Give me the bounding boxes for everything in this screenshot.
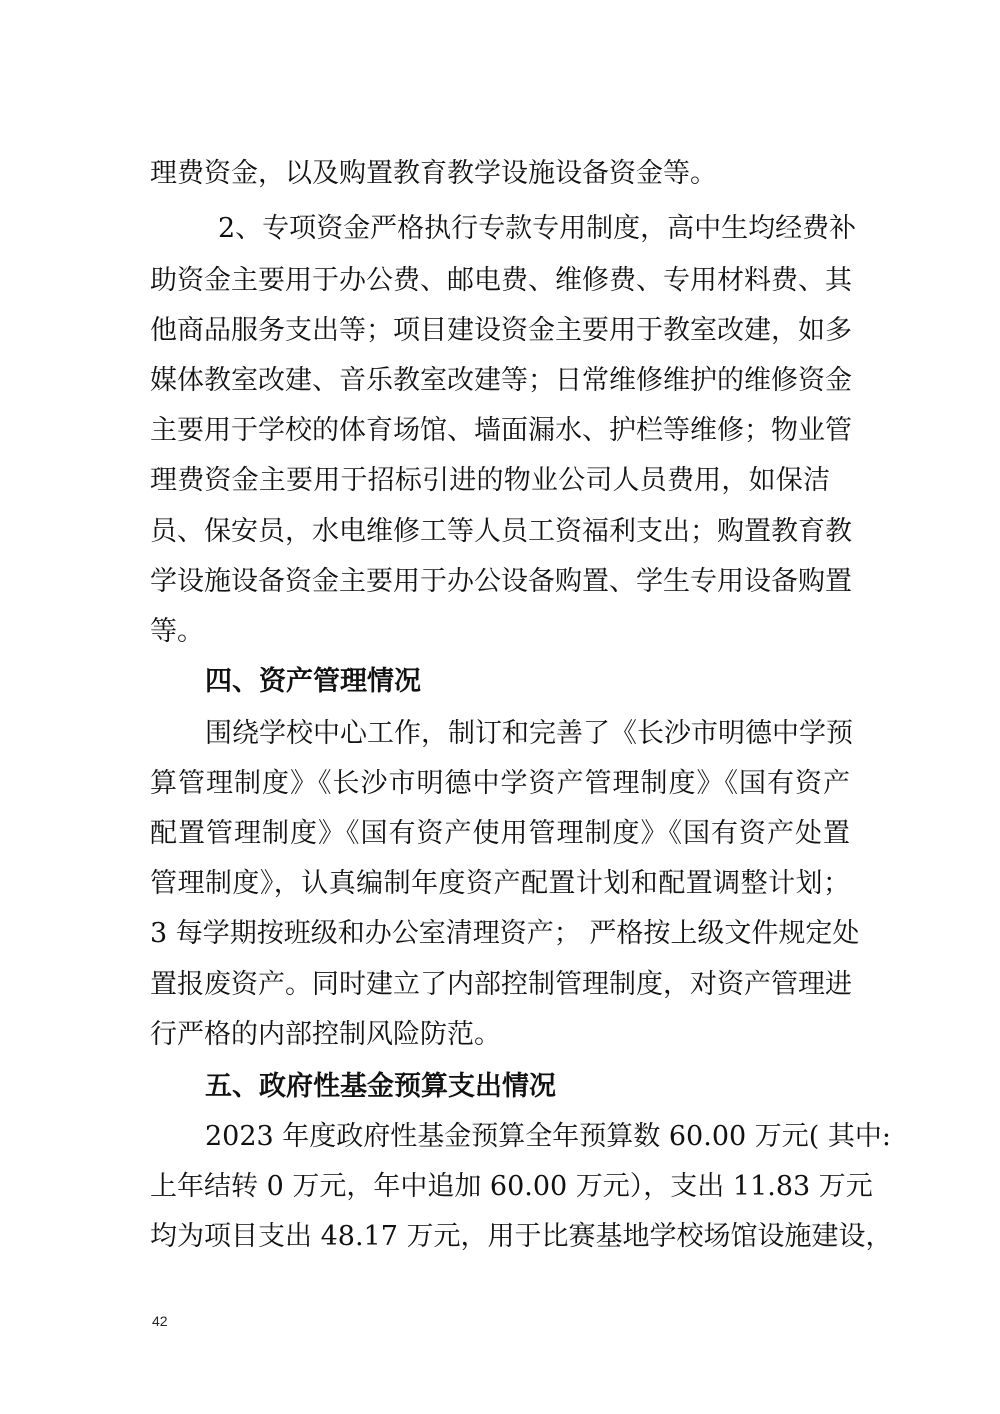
paragraph-line: 置报废资产。同时建立了内部控制管理制度，对资产管理进 [150, 969, 852, 1000]
paragraph-line: 算管理制度》《长沙市明德中学资产管理制度》《国有资产 [150, 768, 850, 799]
paragraph-line: 3 每学期按班级和办公室清理资产； 严格按上级文件规定处 [150, 918, 860, 949]
section-heading: 四、资产管理情况 [205, 666, 421, 697]
paragraph-line: 理费资金，以及购置教育教学设施设备资金等。 [150, 158, 717, 189]
paragraph-line: 配置管理制度》《国有资产使用管理制度》《国有资产处置 [150, 818, 850, 849]
paragraph-line: 上年结转 0 万元，年中追加 60.00 万元），支出 11.83 万元 [150, 1171, 873, 1202]
paragraph-line: 行严格的内部控制风险防范。 [150, 1019, 501, 1050]
paragraph-line: 均为项目支出 48.17 万元，用于比赛基地学校场馆设施建设， [150, 1221, 893, 1252]
paragraph-line: 理费资金主要用于招标引进的物业公司人员费用，如保洁 [150, 465, 830, 496]
paragraph-line: 2023 年度政府性基金预算全年预算数 60.00 万元( 其中: [205, 1121, 891, 1152]
paragraph-line: 2、专项资金严格执行专款专用制度，高中生均经费补 [218, 213, 857, 244]
paragraph-line: 等。 [150, 616, 204, 647]
paragraph-line: 管理制度》，认真编制年度资产配置计划和配置调整计划； [150, 868, 850, 899]
paragraph-line: 围绕学校中心工作，制订和完善了《长沙市明德中学预 [205, 718, 853, 749]
section-heading: 五、政府性基金预算支出情况 [205, 1071, 556, 1102]
paragraph-line: 媒体教室改建、音乐教室改建等；日常维修维护的维修资金 [150, 365, 852, 396]
paragraph-line: 他商品服务支出等；项目建设资金主要用于教室改建，如多 [150, 315, 852, 346]
page-number: 42 [152, 1313, 168, 1329]
paragraph-line: 学设施设备资金主要用于办公设备购置、学生专用设备购置 [150, 566, 852, 597]
paragraph-line: 主要用于学校的体育场馆、墙面漏水、护栏等维修；物业管 [150, 415, 852, 446]
paragraph-line: 助资金主要用于办公费、邮电费、维修费、专用材料费、其 [150, 265, 852, 296]
paragraph-line: 员、保安员，水电维修工等人员工资福利支出；购置教育教 [150, 516, 852, 547]
